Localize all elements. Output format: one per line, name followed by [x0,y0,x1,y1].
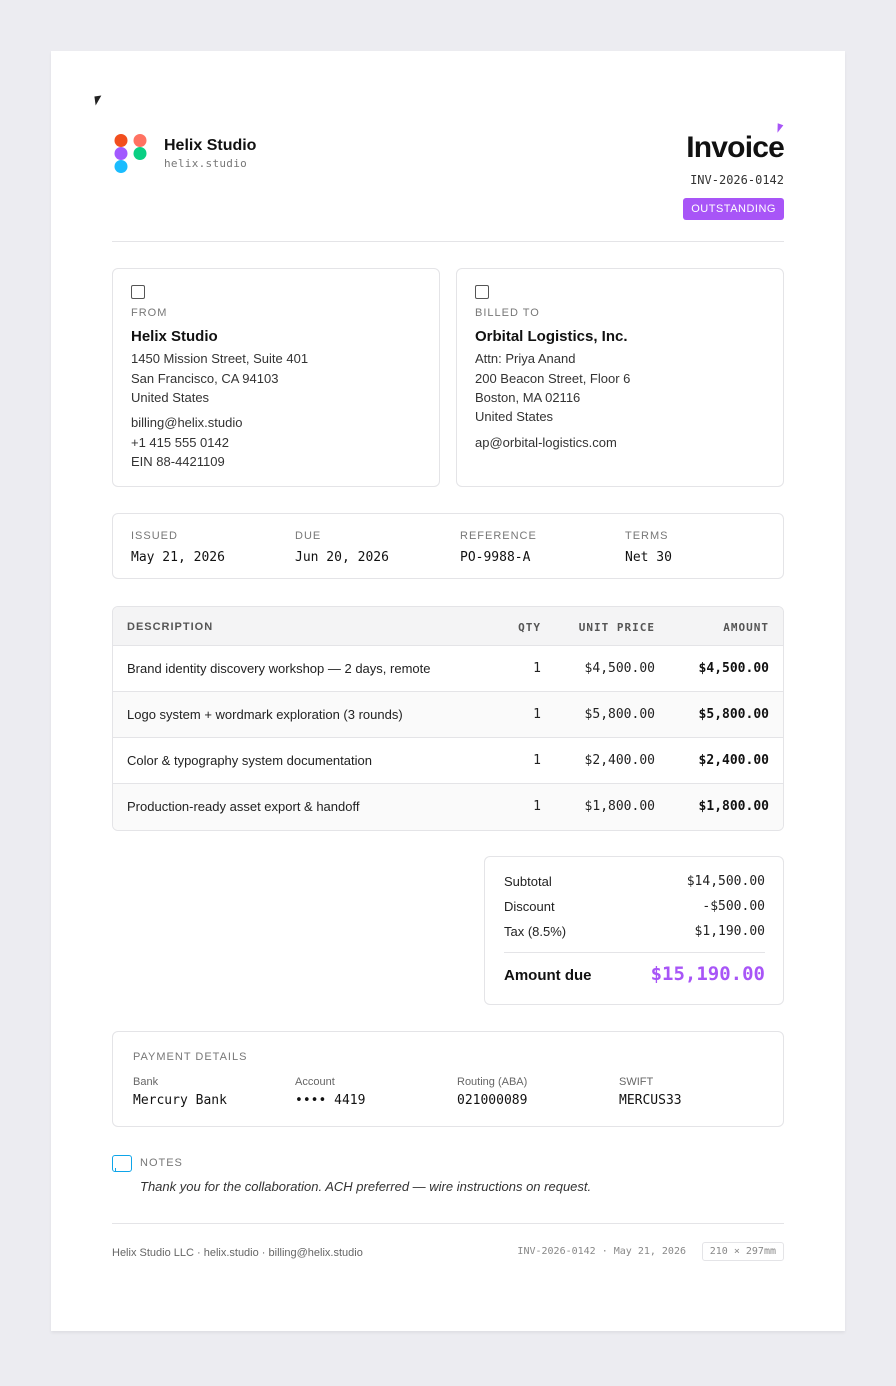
billed-to-line: Attn: Priya Anand [475,351,576,366]
footer-company: Helix Studio LLC · helix.studio · billing@helix.studio [112,1247,363,1259]
payment-field-label: Routing (ABA) [457,1076,528,1088]
from-address-line: San Francisco, CA 94103 [131,371,279,386]
invoice-number: INV-2026-0142 [690,173,784,187]
status-badge: OUTSTANDING [683,198,784,220]
from-name: Helix Studio [131,328,218,345]
meta-terms [625,530,672,565]
table-row [113,646,783,692]
row-amount: $2,400.00 [698,753,769,768]
line-items-table [112,606,784,831]
meta-due [295,530,389,565]
table-header [113,607,783,646]
discount-label: Discount [504,899,555,914]
brand-domain: helix.studio [164,157,248,170]
payment-bank [133,1076,227,1108]
row-qty: 1 [533,661,541,676]
meta-label: DUE [295,530,322,542]
billed-to-card [456,268,784,487]
invoice-title: Invoice [686,131,784,164]
header-amount: AMOUNT [723,621,769,634]
row-description: Logo system + wordmark exploration (3 rounds) [127,707,403,722]
billed-to-name: Orbital Logistics, Inc. [475,328,628,345]
meta-issued [131,530,225,565]
brand-name: Helix Studio [164,137,257,154]
row-amount: $4,500.00 [698,661,769,676]
billed-to-line: Boston, MA 02116 [475,390,581,405]
row-description: Color & typography system documentation [127,753,372,768]
payment-field-label: Account [295,1076,335,1088]
billed-to-label: BILLED TO [475,307,540,319]
meta-value: May 21, 2026 [131,550,225,565]
header-description: DESCRIPTION [127,621,214,633]
meta-strip [112,513,784,579]
header-divider [112,241,784,242]
amount-due-value: $15,190.00 [650,963,765,985]
row-qty: 1 [533,707,541,722]
totals-divider [504,952,765,953]
payment-routing [457,1076,527,1108]
from-card [112,268,440,487]
from-email[interactable]: billing@helix.studio [131,415,243,430]
notes-text: Thank you for the collaboration. ACH preferred — wire instructions on request. [140,1179,592,1194]
row-qty: 1 [533,753,541,768]
header-qty: QTY [518,621,541,634]
table-row [113,738,783,784]
billed-to-email[interactable]: ap@orbital-logistics.com [475,435,617,450]
subtotal-label: Subtotal [504,874,552,889]
from-phone: +1 415 555 0142 [131,435,229,450]
brand-logo-icon [112,134,150,174]
from-checkbox[interactable] [131,285,145,299]
discount-row [504,899,765,914]
payment-field-value: MERCUS33 [619,1093,682,1108]
header-unit-price: UNIT PRICE [578,621,655,634]
tax-value: $1,190.00 [694,924,765,939]
totals-card [484,856,784,1005]
payment-swift [619,1076,682,1108]
payment-field-value: Mercury Bank [133,1093,227,1108]
payment-account [295,1076,365,1108]
meta-reference [460,530,537,565]
billed-to-checkbox[interactable] [475,285,489,299]
row-description: Brand identity discovery workshop — 2 days, remote [127,661,431,676]
row-unit-price: $1,800.00 [584,799,655,814]
table-row [113,784,783,830]
billed-to-line: 200 Beacon Street, Floor 6 [475,371,631,386]
row-qty: 1 [533,799,541,814]
meta-label: ISSUED [131,530,178,542]
row-unit-price: $5,800.00 [584,707,655,722]
row-amount: $5,800.00 [698,707,769,722]
paper-size-badge: 210 × 297mm [702,1242,784,1261]
payment-field-label: SWIFT [619,1076,654,1088]
from-ein: EIN 88-4421109 [131,454,225,469]
invoice-page [51,51,845,1331]
footer-invoice-ref: INV-2026-0142 · May 21, 2026 [517,1246,686,1257]
billed-to-line: United States [475,409,554,424]
payment-details-card [112,1031,784,1127]
meta-value: Net 30 [625,550,672,565]
payment-field-value: •••• 4419 [295,1093,366,1108]
tax-label: Tax (8.5%) [504,924,567,939]
from-address-line: 1450 Mission Street, Suite 401 [131,351,309,366]
subtotal-row [504,874,765,889]
discount-value: -$500.00 [702,899,765,914]
notes-label: NOTES [140,1157,183,1169]
row-description: Production-ready asset export & handoff [127,799,360,814]
from-label: FROM [131,307,168,319]
meta-label: REFERENCE [460,530,537,542]
from-address-line: United States [131,390,210,405]
row-unit-price: $4,500.00 [584,661,655,676]
table-row [113,692,783,738]
meta-label: TERMS [625,530,669,542]
row-amount: $1,800.00 [698,799,769,814]
payment-field-value: 021000089 [457,1093,528,1108]
meta-value: Jun 20, 2026 [295,550,389,565]
row-unit-price: $2,400.00 [584,753,655,768]
payment-label: PAYMENT DETAILS [133,1051,248,1063]
amount-due-label: Amount due [504,967,592,984]
cursor-pointer-icon [94,96,102,106]
subtotal-value: $14,500.00 [686,874,765,889]
notes-icon [112,1155,132,1172]
tax-row [504,924,765,939]
footer-divider [112,1223,784,1224]
meta-value: PO-9988-A [460,550,531,565]
payment-field-label: Bank [133,1076,159,1088]
